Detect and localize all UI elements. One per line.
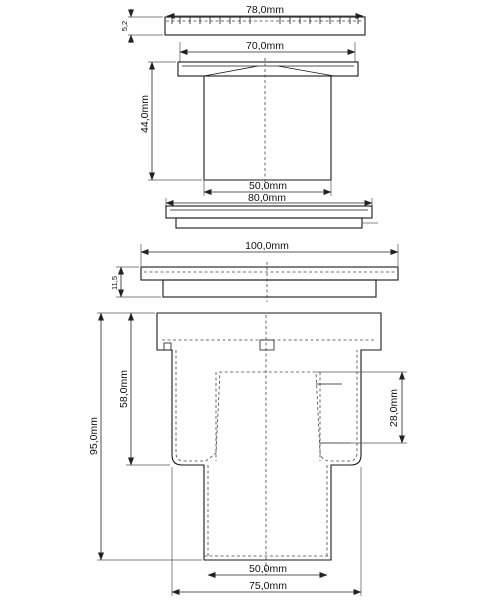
frame-width-label: 100,0mm [245,240,289,252]
body-outlet-outer-label: 75,0mm [249,580,287,592]
insert-height-label: 44,0mm [139,95,151,133]
frame-part [110,240,398,302]
body-upper-height-label: 58,0mm [118,370,130,408]
drain-body-part [88,313,407,596]
ring-width-label: 80,0mm [248,192,286,204]
grate-part [120,4,365,43]
insert-width-label: 70,0mm [246,40,284,52]
grate-width-label: 78,0mm [246,4,284,16]
insert-outlet-label: 50,0mm [249,180,287,192]
body-outlet-inner-label: 50,0mm [249,563,287,575]
frame-height-label: 11,5 [110,275,119,291]
grate-thickness-label: 5,2 [120,20,129,32]
ring-part [166,192,378,228]
body-trap-depth-label: 28,0mm [388,389,400,427]
insert-part [139,40,358,196]
body-total-height-label: 95,0mm [88,417,100,455]
